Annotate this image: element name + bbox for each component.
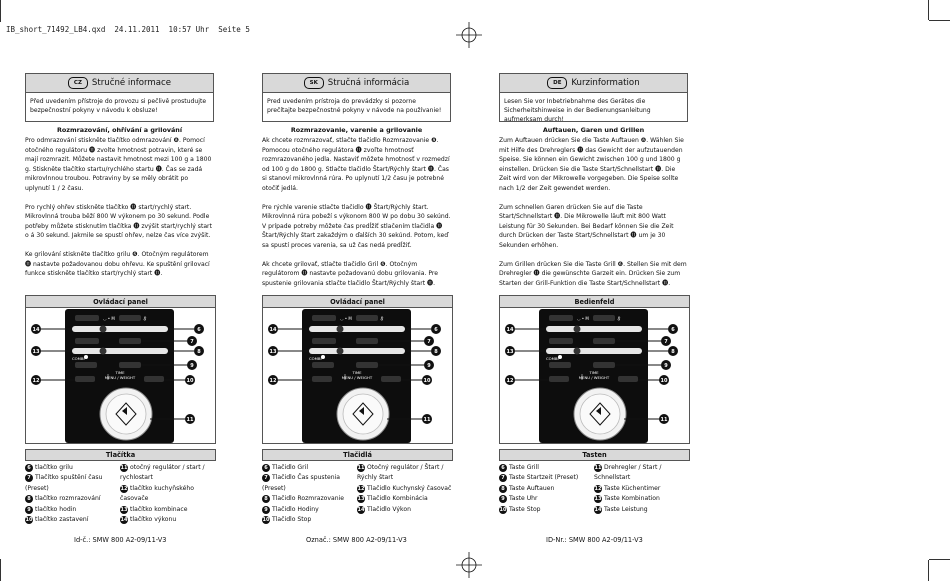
time-label: TIME [115, 370, 125, 375]
callout-12: 12 [32, 378, 40, 384]
registration-mark-icon [456, 22, 482, 48]
crop-mark [0, 559, 1, 581]
column-de [499, 73, 688, 513]
legend-text: Taste Stop [509, 505, 541, 513]
language-badge: SK [304, 77, 324, 89]
subsection-heading: Rozmrazovanie, varenie a grilovanie [290, 126, 423, 134]
legend-item [25, 463, 117, 473]
svg-text:⩉: ⩉ [144, 316, 146, 321]
legend-item [594, 484, 689, 494]
legend-text: Taste Uhr [509, 495, 538, 503]
legend-text: Tlačidlo Gril [272, 464, 309, 471]
panel-title: Ovládací panel [25, 295, 216, 308]
legend-text: Tlačidlo Hodiny [272, 505, 319, 513]
legend-number: 9 [25, 506, 33, 514]
section-header [499, 73, 688, 93]
legend-number: 7 [25, 474, 33, 482]
legend-text: Drehregler / Start / Schnellstart [594, 464, 662, 482]
callout-11: 11 [660, 417, 668, 423]
legend-item [499, 473, 591, 483]
legend-item [25, 515, 117, 525]
legend-item [25, 505, 117, 515]
legend-right [357, 463, 452, 515]
legend-text: Taste Kombination [604, 495, 660, 503]
paragraph: Ke grilování stiskněte tlačítko grilu ❻. Otočným regulátorem ⓫ nastavte požadovanou dobu ohřevu. Ke spuštění grilovací funkce stiskněte tlačítko start/rychlý start ⓫. [25, 250, 210, 278]
column-cz [25, 73, 214, 524]
legend-number: 13 [594, 496, 602, 503]
legend-number: 6 [25, 464, 33, 472]
legend-item [120, 484, 215, 505]
legend-item [594, 505, 689, 515]
legend-number: 8 [499, 485, 507, 493]
callout-7: 7 [190, 339, 194, 345]
legend-left [499, 463, 591, 515]
callout-9: 9 [664, 363, 668, 369]
document-id-sk: Označ.: SMW 800 A2-09/11-V3 [306, 536, 407, 544]
section-header [262, 73, 451, 93]
callout-10: 10 [423, 378, 431, 384]
legend-text: Taste Grill [509, 464, 540, 471]
crop-mark [929, 559, 950, 560]
instructions [499, 136, 688, 288]
language-badge: CZ [68, 77, 88, 89]
control-panel-figure [25, 308, 216, 444]
legend-text: Taste Auftauen [509, 484, 555, 492]
legend-text: tlačítko rozmrazování [35, 495, 101, 503]
paragraph: Ak chcete rozmrazovať, stlačte tlačidlo Rozmrazovanie ❽. Pomocou otočného regulátora ⓫ zvoľte hmotnosť rozmrazovaného jedla. Nastaviť môžete hmotnosť v rozmedzí od 100 g do 1800 g. Stlačte tlačidlo Štart/Rýchly štart ⓫. Čas si stanoví mikrovlnná rúra. Po uplynutí 1/2 času je potrebné otočiť jedlá. [262, 137, 450, 192]
callout-13: 13 [506, 349, 514, 355]
legend-item [357, 463, 452, 484]
svg-text:◡ • M: ◡ • M [340, 316, 352, 321]
callout-12: 12 [506, 378, 514, 384]
callout-14: 14 [32, 327, 40, 333]
legend-number: 7 [499, 474, 507, 482]
panel-title: Ovládací panel [262, 295, 453, 308]
combi-label: COMBI [546, 356, 559, 361]
legend-text: Tlačidlo Stop [272, 516, 312, 524]
legend-item [499, 484, 591, 494]
legend-number: 8 [262, 495, 270, 503]
callout-14: 14 [506, 327, 514, 333]
buttons-title: Tlačidlá [262, 449, 453, 461]
legend-text: tlačítko grilu [35, 464, 73, 471]
buttons-title: Tlačítka [25, 449, 216, 461]
legend-item [262, 463, 354, 473]
legend-item [262, 505, 354, 515]
legend-number: 12 [120, 485, 128, 492]
callout-11: 11 [186, 417, 194, 423]
control-panel-diagram [26, 308, 215, 443]
instructions [25, 136, 214, 279]
section-header [25, 73, 214, 93]
section-title: Stručné informace [91, 78, 172, 88]
callout-12: 12 [269, 378, 277, 384]
panel-title: Bedienfeld [499, 295, 690, 308]
legend-text: Taste Startzeit (Preset) [509, 474, 579, 482]
callout-6: 6 [197, 327, 201, 333]
legend-number: 13 [357, 496, 365, 503]
svg-text:◡ • M: ◡ • M [577, 316, 589, 321]
callout-13: 13 [269, 349, 277, 355]
legend-item [499, 463, 591, 473]
legend-number: 11 [120, 465, 128, 471]
legend-number: 6 [499, 464, 507, 472]
safety-notice: Lesen Sie vor Inbetriebnahme des Gerätes die Sicherheitshinweise in der Bedienungsanleitung aufmerksam durch! [499, 93, 688, 122]
legend-item [357, 505, 452, 515]
callout-7: 7 [664, 339, 668, 345]
paragraph: Pro rychlý ohřev stiskněte tlačítko ⓫ start/rychlý start. Mikrovlnná trouba běží 800 W výkonem po 30 sekund. Podle potřeby můžete stisknutím tlačítka ⓫ zvýšit start/rychlý start o á 30 sekund. Jakmile se spustí ohřev, nelze čas více zvýšit. [25, 203, 212, 240]
legend-number: 9 [262, 506, 270, 514]
legend-text: Otočný regulátor / Štart / Rýchly štart [357, 464, 444, 482]
legend-item [262, 473, 354, 494]
crop-mark [928, 560, 929, 581]
legend-right [120, 463, 215, 525]
paragraph: Pre rýchle varenie stlačte tlačidlo ⓫ Štart/Rýchly štart. Mikrovlnná rúra pobeží s výkonom 800 W po dobu 30 sekúnd. V prípade potreby môžete čas predĺžiť stlačením tlačidla ⓫ Štart/Rýchly štart zakaždým o ďalších 30 sekúnd. Potom, keď sa spustí proces varenia, sa už čas nedá predĺžiť. [262, 203, 451, 249]
combi-label: COMBI [72, 356, 85, 361]
paragraph: Zum Grillen drücken Sie die Taste Grill ❻. Stellen Sie mit dem Drehregler ⓫ die gewünschte Garzeit ein. Drücken Sie zum Starten der Grill-Funktion die Taste Start/Schnellstart ⓫. [499, 260, 687, 287]
legend-number: 11 [357, 465, 365, 471]
registration-mark-icon [456, 552, 482, 578]
menu-weight-label: MENU / WEIGHT [104, 375, 136, 380]
legend-item [120, 515, 215, 525]
legend-number: 14 [594, 506, 602, 513]
legend-item [25, 473, 117, 494]
safety-notice: Pred uvedením prístroja do prevádzky si pozorne prečítajte bezpečnostné pokyny v návode na používanie! [262, 93, 451, 122]
section-title: Kurzinformation [571, 78, 640, 88]
legend-item [120, 505, 215, 515]
control-panel-figure [499, 308, 690, 444]
legend-text: otočný regulátor / start / rychlostart [120, 464, 205, 482]
paragraph: Zum Auftauen drücken Sie die Taste Auftauen ❽. Wählen Sie mit Hilfe des Drehreglers ⓫ das Gewicht der aufzutauenden Speise. Sie können ein Gewicht zwischen 100 g und 1800 g einstellen. Drücken Sie die Taste Start/Schnellstart ⓫. Die Zeit wird von der Mikrowelle vorgegeben. Die Speise sollte nach 1/2 der Zeit gewendet werden. [499, 137, 684, 192]
legend-text: tlačítko hodin [35, 505, 77, 513]
paragraph: Pro odmrazování stiskněte tlačítko odmrazování ❽. Pomocí otočného regulátoru ⓫ zvolte hmotnost potravin, které se mají rozmrazit. Můžete nastavit hmotnost mezi 100 g a 1800 g. Stiskněte tlačítko startu/rychlého startu ⓫. Čas se zadá mikrovlnnou troubou. Potraviny by se měly obrátit po uplynutí 1 / 2 času. [25, 137, 212, 192]
legend-number: 10 [499, 506, 507, 513]
callout-10: 10 [186, 378, 194, 384]
menu-weight-label: MENU / WEIGHT [341, 375, 373, 380]
legend-number: 7 [262, 474, 270, 482]
crop-mark [928, 0, 929, 20]
subsection-heading: Rozmrazování, ohřívání a grilování [56, 126, 183, 134]
callout-6: 6 [434, 327, 438, 333]
legend-item [499, 494, 591, 504]
legend-item [594, 463, 689, 484]
legend-number: 14 [120, 517, 128, 524]
legend-number: 10 [25, 517, 33, 524]
legend-text: Tlačidlo Kuchynský časovač [367, 484, 452, 492]
control-panel-figure [262, 308, 453, 444]
control-panel-diagram [500, 308, 689, 443]
legend-item [357, 494, 452, 504]
callout-14: 14 [269, 327, 277, 333]
legend-item [262, 494, 354, 504]
column-sk [262, 73, 452, 524]
legend-number: 6 [262, 464, 270, 472]
callout-8: 8 [197, 349, 201, 355]
legend-number: 11 [594, 465, 602, 471]
legend-number: 8 [25, 495, 33, 503]
control-panel-diagram [263, 308, 452, 443]
svg-text:⩉: ⩉ [381, 316, 383, 321]
legend-text: Tlačidlo Kombinácia [367, 495, 428, 503]
legend-number: 14 [357, 506, 365, 513]
legend-left [25, 463, 117, 525]
language-badge: DE [547, 77, 567, 89]
crop-mark [0, 0, 1, 22]
print-slug: IB_short_71492_LB4.qxd 24.11.2011 10:57 Uhr Seite 5 [6, 25, 250, 34]
legend-left [262, 463, 354, 525]
instructions [262, 136, 451, 288]
paragraph: Zum schnellen Garen drücken Sie auf die Taste Start/Schnellstart ⓫. Die Mikrowelle läuft mit 800 Watt Leistung für 30 Sekunden. Bei Bedarf können Sie die Zeit durch Drücken der Taste Start/Schnellstart ⓫ um je 30 Sekunden erhöhen. [499, 203, 674, 249]
legend-text: Tlačítko spuštění času (Preset) [25, 474, 103, 492]
callout-9: 9 [427, 363, 431, 369]
legend-text: Tlačidlo Rozmrazovanie [272, 495, 345, 503]
document-id-de: ID-Nr.: SMW 800 A2-09/11-V3 [546, 536, 643, 544]
legend-number: 10 [262, 517, 270, 524]
legend-number: 13 [120, 506, 128, 513]
legend-number: 12 [594, 485, 602, 492]
legend-item [25, 494, 117, 504]
legend-text: Tlačidlo Výkon [367, 505, 411, 513]
legend-text: Tlačidlo Čas spustenia (Preset) [262, 474, 341, 492]
legend-text: tlačítko výkonu [130, 516, 177, 524]
legend-text: Taste Leistung [604, 505, 648, 513]
legend-text: tlačítko kombinace [130, 505, 188, 513]
menu-weight-label: MENU / WEIGHT [578, 375, 610, 380]
time-label: TIME [589, 370, 599, 375]
callout-9: 9 [190, 363, 194, 369]
legend-item [262, 515, 354, 525]
svg-text:⩉: ⩉ [618, 316, 620, 321]
legend-number: 9 [499, 495, 507, 503]
callout-13: 13 [32, 349, 40, 355]
subsection-heading: Auftauen, Garen und Grillen [542, 126, 645, 134]
callout-8: 8 [671, 349, 675, 355]
legend-item [120, 463, 215, 484]
callout-8: 8 [434, 349, 438, 355]
combi-label: COMBI [309, 356, 322, 361]
legend-text: tlačítko zastavení [35, 516, 89, 524]
legend-item [499, 505, 591, 515]
legend-number: 12 [357, 485, 365, 492]
callout-10: 10 [660, 378, 668, 384]
buttons-title: Tasten [499, 449, 690, 461]
legend-right [594, 463, 689, 515]
legend-item [594, 494, 689, 504]
legend-text: tlačítko kuchyňského časovače [120, 484, 194, 503]
legend-item [357, 484, 452, 494]
callout-11: 11 [423, 417, 431, 423]
time-label: TIME [352, 370, 362, 375]
paragraph: Ak chcete grilovať, stlačte tlačidlo Gril ❻. Otočným regulátorom ⓫ nastavte požadovanú dobu grilovania. Pre spustenie grilovania stlačte tlačidlo Štart/Rýchly štart ⓫. [262, 260, 439, 287]
crop-mark [929, 20, 950, 21]
safety-notice: Před uvedením přístroje do provozu si pečlivě prostudujte bezpečnostní pokyny v návodu k obsluze! [25, 93, 214, 122]
callout-6: 6 [671, 327, 675, 333]
legend-text: Taste Küchentimer [604, 484, 661, 492]
document-id-cz: Id-č.: SMW 800 A2-09/11-V3 [74, 536, 167, 544]
callout-7: 7 [427, 339, 431, 345]
svg-text:◡ • M: ◡ • M [103, 316, 115, 321]
section-title: Stručná informácia [327, 78, 410, 88]
